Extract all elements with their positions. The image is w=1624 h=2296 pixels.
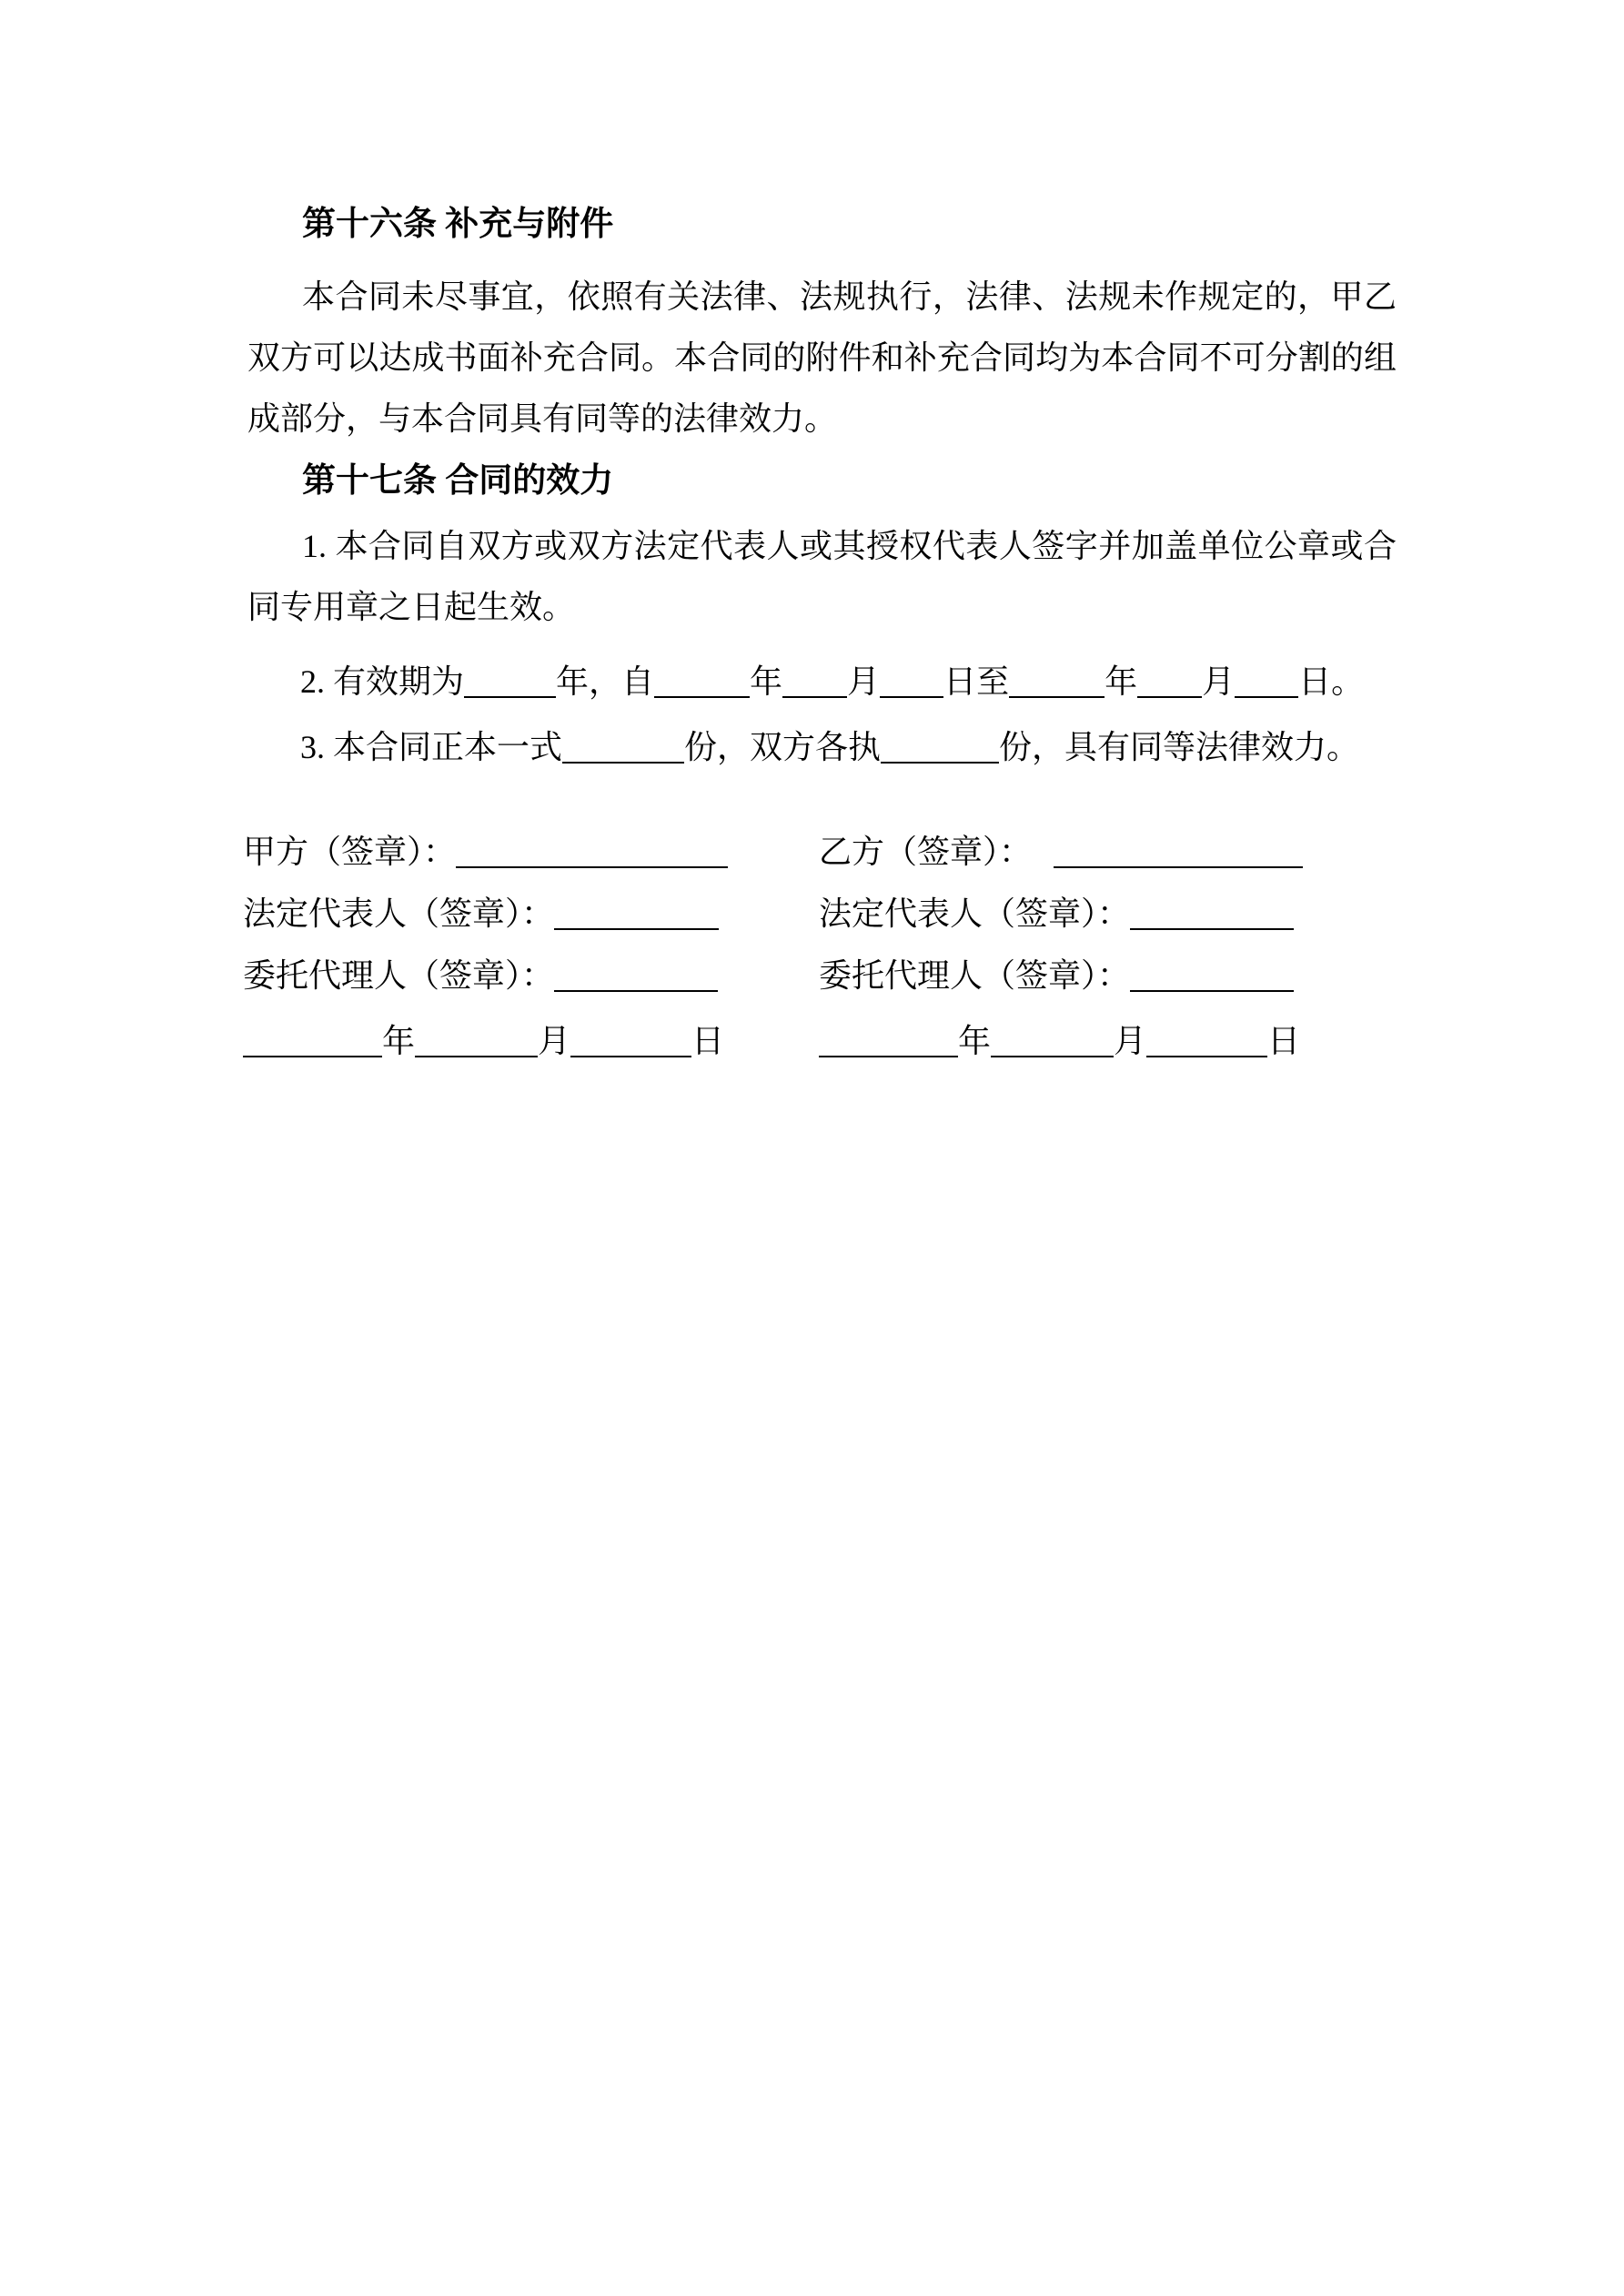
text-segment: 月 [1114, 1023, 1147, 1059]
article-17-clause-2 [247, 663, 1449, 699]
article-17-clause-1: 1. 本合同自双方或双方法定代表人或其授权代表人签字并加盖单位公章或合同专用章之日起生效。 [247, 528, 1397, 625]
text-segment: 年 [958, 1023, 992, 1059]
party-a-date-row [243, 1023, 724, 1058]
blank-line [1137, 663, 1202, 698]
blank-line [1054, 834, 1303, 868]
article-16-paragraph: 本合同未尽事宜，依照有关法律、法规执行，法律、法规未作规定的，甲乙双方可以达成书面补充合同。本合同的附件和补充合同均为本合同不可分割的组成部分，与本合同具有同等的法律效力。 [247, 278, 1397, 437]
text-segment: 乙方（签章）： [819, 834, 1033, 870]
text-segment: 月 [847, 663, 881, 700]
party-a-legal-rep-row [243, 895, 719, 931]
text-segment: 日 [691, 1023, 725, 1059]
article-17-heading: 第十七条 合同的效力 [302, 462, 614, 500]
party-b-legal-rep-row [819, 895, 1294, 931]
blank-line [782, 663, 847, 698]
text-segment: 2. 有效期为 [300, 663, 465, 700]
text-segment: 日。 [1298, 663, 1365, 700]
blank-line [562, 729, 684, 764]
text-segment: 年 [750, 663, 783, 700]
blank-line [464, 663, 556, 698]
blank-line [570, 1023, 691, 1057]
text-segment: 月 [538, 1023, 571, 1059]
spacer [1032, 862, 1054, 863]
party-b-date-row [819, 1023, 1300, 1058]
text-segment: 委托代理人（签章）： [819, 957, 1131, 994]
blank-line [415, 1023, 538, 1057]
article-17-clause-3 [247, 729, 1449, 764]
text-segment: 年 [1105, 663, 1138, 700]
text-segment: 委托代理人（签章）： [243, 957, 555, 994]
text-segment: 日至 [943, 663, 1010, 700]
blank-line [1146, 1023, 1267, 1057]
blank-line [880, 663, 943, 698]
party-a-seal-row [243, 834, 728, 869]
blank-line [991, 1023, 1114, 1057]
blank-line [1130, 895, 1294, 930]
blank-line [243, 1023, 382, 1057]
text-segment: 年 [382, 1023, 416, 1059]
blank-line [881, 729, 999, 764]
party-a-agent-row [243, 957, 718, 993]
blank-line [1235, 663, 1298, 698]
blank-line [654, 663, 750, 698]
text-segment: 年，自 [556, 663, 655, 700]
text-segment: 3. 本合同正本一式 [300, 729, 563, 765]
party-b-agent-row [819, 957, 1294, 993]
party-b-seal-row [819, 834, 1303, 869]
blank-line [554, 957, 718, 992]
blank-line [1009, 663, 1105, 698]
text-segment: 甲方（签章）： [243, 834, 457, 870]
text-segment: 法定代表人（签章）： [819, 895, 1131, 932]
text-segment: 月 [1202, 663, 1236, 700]
blank-line [1130, 957, 1294, 992]
article-16-heading: 第十六条 补充与附件 [302, 206, 614, 243]
blank-line [819, 1023, 958, 1057]
blank-line [456, 834, 728, 868]
blank-line [554, 895, 719, 930]
text-segment: 日 [1267, 1023, 1301, 1059]
text-segment: 份，具有同等法律效力。 [999, 729, 1360, 765]
text-segment: 法定代表人（签章）： [243, 895, 555, 932]
text-segment: 份，双方各执 [684, 729, 882, 765]
